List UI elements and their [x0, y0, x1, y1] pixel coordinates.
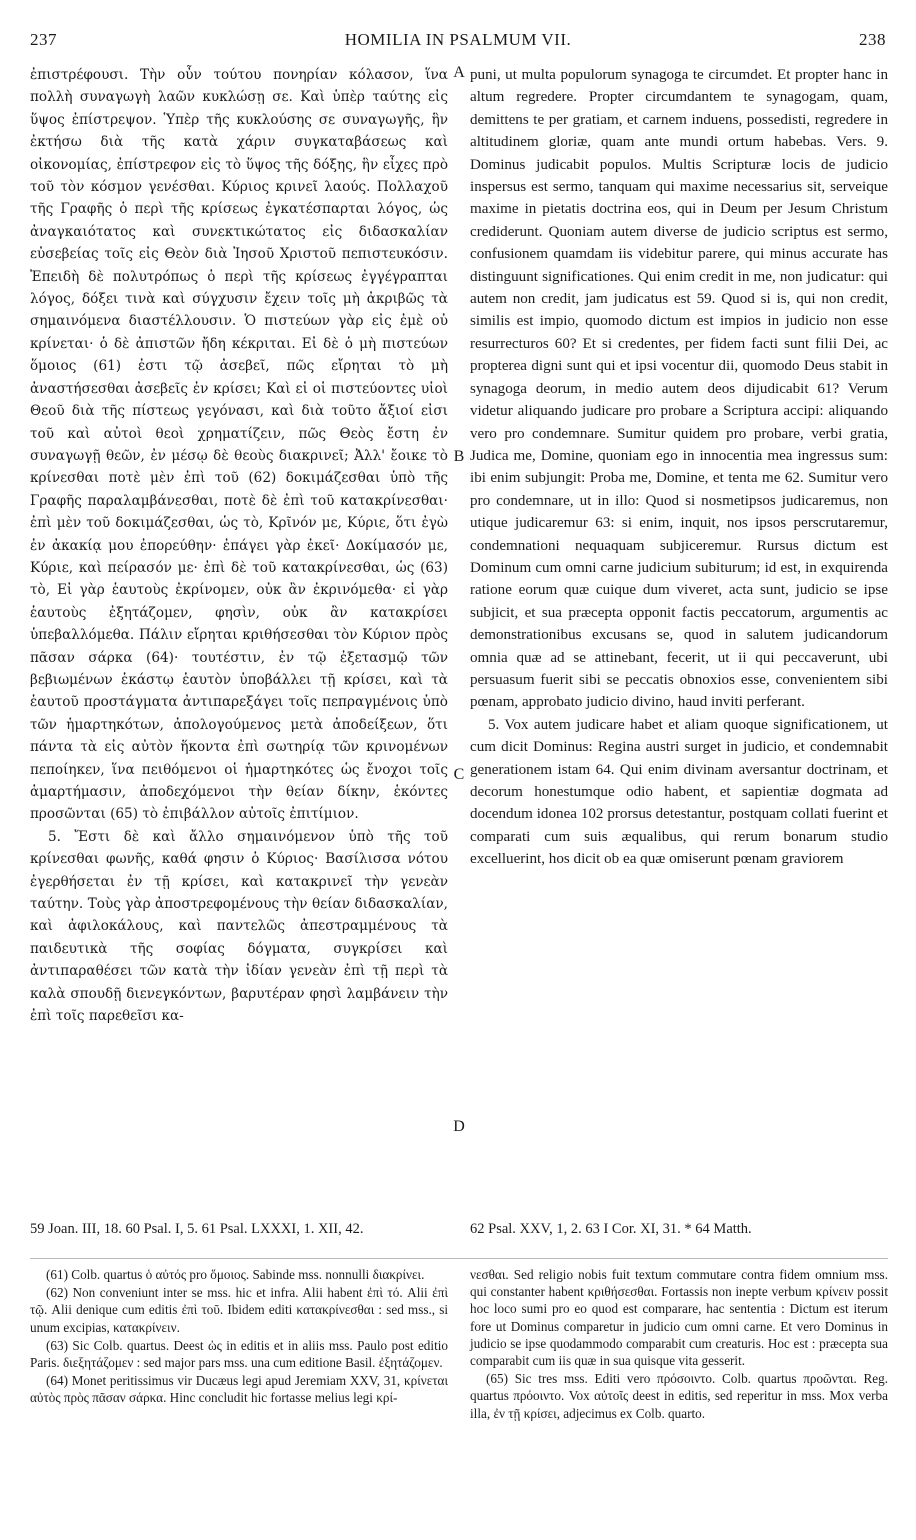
margin-letter-a: A: [453, 64, 465, 81]
footnotes-left: [30, 1266, 448, 1408]
footnote-65: (65) Sic tres mss. Editi vero πρόσοιντο. Colb. quartus προῶνται. Reg. quartus πρόοιντο. Vox αὐτοῖς deest in editis, sed reperitur in mss. Mox verba illa, ἐν τῇ κρίσει, adjecimus ex Colb. quarto.: [470, 1371, 888, 1421]
margin-letter-b: B: [453, 448, 465, 465]
footnote-62: (62) Non conveniunt inter se mss. hic et infra. Alii habent ἐπὶ τό. Alii ἐπὶ τῷ. Alii denique cum editis ἐπὶ τοῦ. Ibidem editi κατακρίνεσθαι : sed mss., si unum excipias, κατακρίνειν.: [30, 1285, 448, 1335]
latin-paragraph-1: puni, ut multa populorum synagoga te circumdet. Et propter hanc in altum regredere. Propter circumdantem te synagogam, quam, demittens te per gratiam, et carnem induens, possedisti, regredere in altitudinem gloriæ, quam ante mundi ortum habebas. Vers. 9. Dominus judicabit populos. Multis Scripturæ locis de judicio inspersus est sermo, tanquam qui maxime necessarius sit, serveique maxime in pietatis doctrina eos, qui in Deum per Jesum Christum crediderunt. Quoniam autem diverse de judicio scriptus est sermo, confusionem quamdam iis videbitur parere, qui minus accurate has distinguunt significationes. Qui enim credit in me, non judicatur: qui autem non credit, jam judicatus est 59. Quod si is, qui non credit, similis est impio, quomodo dictum est impios in judicio non esse resurrecturos 60? Et si credentes, per fidem facti sunt filii Dei, ac propterea digni sunt qui et ipsi vocentur dii, quomodo Deus stabit in synagoga deorum, in medio autem deos dijudicabit 61? Verum videtur aliquando judicare pro probare a Scriptura accipi: aliquando vero pro condemnare. Sumitur quidem pro probare, verbi gratia, Judica me, Domine, quoniam ego in innocentia mea ingressus sum: ibi enim subjungit: Proba me, Domine, et tenta me 62. Sumitur vero pro condemnare, ut in illo: Quod si nosmetipsos judicaremus, non utique judicaremur 63: si enim, inquit, nos ipsos perscrutaremur, condemnationi nequaquam subjiceremur. Rursus dictum est Dominum cum omni carne judicium subiturum; id est, in exquirenda ratione eorum quæ cuique dum viveret, acta sunt, judicio se ipse subjicit, et sua præcepta opponit factis peccatorum, argumentis ac demonstrationibus excusans se, quod in salutem judicandorum omnia quæ ad se attinebant, fecerit, ut ii qui peccaverunt, ubi persuasum fuerit sibi se peccatis obnoxios esse, convenientem sibi pœnam, approbato judicio divino, haud inviti perferant.: [470, 67, 888, 711]
margin-letter-d: D: [453, 1118, 465, 1135]
footnote-61: (61) Colb. quartus ὁ αὐτός pro ὅμοιος. Sabinde mss. nonnulli διακρίνει.: [46, 1267, 425, 1282]
page-number-left: 237: [30, 30, 57, 49]
footnote-64-continued: νεσθαι. Sed religio nobis fuit textum commutare contra fidem omnium mss. qui constanter habent κριθήσεσθαι. Fortassis non inepte verbum κρίνειν possit hoc loco sumi pro eo quod est comparare, hac sententia : Dictum est iterum fore ut Dominus comparetur in judicio cum omni carne. Et vero Dominus in judicio se ipse quodammodo comparabit cum creaturis. Hoc est : præcepta sua comparabit cum iis quæ in sua quisque vita gesserit.: [470, 1267, 888, 1369]
margin-letter-c: C: [453, 766, 465, 783]
page-number-right: 238: [859, 30, 886, 49]
latin-paragraph-2: 5. Vox autem judicare habet et aliam quoque significationem, ut cum dicit Dominus: Regina austri surget in judicio, et condemnabit generationem istam 64. Qui enim divinam aversantur doctrinam, et decorum honestumque odio habent, et sapientiæ dogmata ad docendum idonea 102 prorsus detestantur, postquam collati fuerint et comparati cum suis æqualibus, qui rerum bonarum studio excelluerint, hos dicit ob ea quæ omiserunt pœnam graviorem: [470, 716, 888, 868]
latin-text-column: [470, 64, 888, 871]
footnote-divider: [30, 1258, 888, 1259]
greek-text-column: [30, 64, 448, 1027]
greek-paragraph-1: ἐπιστρέφουσι. Τὴν οὖν τούτου πονηρίαν κόλασον, ἵνα πολλὴ συναγωγὴ λαῶν κυκλώσῃ σε. Καὶ ὑπὲρ ταύτης εἰς ὕψος ἐπίστρεψον. Ὑπὲρ τῆς κυκλούσης σε συναγωγῆς, ἣν ἐκτήσω διὰ τῆς κατὰ χάριν συγκαταβάσεως καὶ οἰκονομίας, ἐπίστρεφον εἰς τὸ ὕψος τῆς δόξης, ἣν εἶχες πρὸ τοῦ τὸν κόσμον γενέσθαι. Κύριος κρινεῖ λαούς. Πολλαχοῦ τῆς Γραφῆς ὁ περὶ τῆς κρίσεως ἐγκατέσπαρται λόγος, ὡς ἀναγκαιότατος καὶ συνεκτικώτατος εἰς διδασκαλίαν εὐσεβείας τοῖς εἰς Θεὸν διὰ Ἰησοῦ Χριστοῦ πεπιστευκόσιν. Ἐπειδὴ δὲ πολυτρόπως ὁ περὶ τῆς κρίσεως ἐγγέγραπται λόγος, δόξει τινὰ καὶ σύγχυσιν ἔχειν τοῖς μὴ ἀκριβῶς τὰ σημαινόμενα διαστέλλουσιν. Ὁ πιστεύων γὰρ εἰς ἐμὲ οὐ κρίνεται· ὁ δὲ ἀπιστῶν ἤδη κέκριται. Εἰ δὲ ὁ μὴ πιστεύων ὅμοιος (61) ἐστι τῷ ἀσεβεῖ, πῶς εἴρηται τὸ μὴ ἀναστήσεσθαι ἀσεβεῖς ἐν κρίσει; Καὶ εἰ οἱ πιστεύοντες υἱοὶ Θεοῦ διὰ τῆς πίστεως γεγόνασι, καὶ διὰ τοῦτο ἄξιοί εἰσι τοῦ καὶ αὐτοὶ θεοὶ χρηματίζειν, πῶς Θεὸς ἔστη ἐν συναγωγῇ θεῶν, ἐν μέσῳ δὲ θεοὺς διακρινεῖ; Ἀλλ' ἔοικε τὸ κρίνεσθαι ποτὲ μὲν ἐπὶ τοῦ (62) δοκιμάζεσθαι ὑπὸ τῆς Γραφῆς παραλαμβάνεσθαι, ποτὲ δὲ ἐπὶ τοῦ κατακρίνεσθαι· ἐπὶ μὲν τοῦ δοκιμάζεσθαι, ὡς τὸ, Κρῖνόν με, Κύριε, ὅτι ἐγὼ ἐν ἀκακίᾳ μου ἐπορεύθην· ἐπάγει γὰρ ἐκεῖ· Δοκίμασόν με, Κύριε, καὶ πείρασόν με· ἐπὶ δὲ τοῦ κατακρίνεσθαι, ὡς (63) τὸ, Εἰ γὰρ ἑαυτοὺς ἐκρίνομεν, οὐκ ἂν ἐκρινόμεθα· εἰ γὰρ ἑαυτοὺς ἐξητάζομεν, φησὶν, οὐκ ἂν κατακρίσει ὑπεβαλλόμεθα. Πάλιν εἴρηται κριθήσεσθαι τὸν Κύριον πρὸς πᾶσαν σάρκα (64)· τουτέστιν, ἐν τῷ ἐξετασμῷ τῶν βεβιωμένων ἑκάστῳ ἑαυτὸν ὑποβάλλει τῇ κρίσει, καὶ τὰ ἑαυτοῦ προστάγματα ἀντιπαρεξάγει τοῖς πεπραγμένοις ὑπὸ τῶν ἡμαρτηκότων, ἀπολογούμενος μετὰ ἀποδείξεων, ὅτι πάντα τὰ εἰς αὐτὸν ἥκοντα ἐπὶ σωτηρίᾳ τῶν κρινομένων πεποίηκεν, ἵνα πειθόμενοι οἱ ἡμαρτηκότες ὡς ἔνοχοι τοῖς ἁμαρτήμασιν, ἀποδεχόμενοι τὴν θείαν δίκην, ἑκόντες προσῶνται (65) τὸ ἐπιβάλλον αὐτοῖς ἐπιτίμιον.: [30, 67, 448, 823]
footnote-63: (63) Sic Colb. quartus. Deest ὡς in editis et in aliis mss. Paulo post editio Paris. διεξητάζομεν : sed major pars mss. una cum editione Basil. ἐξητάζομεν.: [30, 1337, 448, 1371]
running-header: [30, 30, 886, 60]
scripture-references-left: 59 Joan. III, 18. 60 Psal. I, 5. 61 Psal. LXXXI, 1. XII, 42.: [30, 1221, 364, 1237]
scripture-references-right: 62 Psal. XXV, 1, 2. 63 I Cor. XI, 31. * 64 Matth.: [470, 1221, 752, 1237]
greek-paragraph-2: 5. Ἔστι δὲ καὶ ἄλλο σημαινόμενον ὑπὸ τῆς τοῦ κρίνεσθαι φωνῆς, καθά φησιν ὁ Κύριος· Βασίλισσα νότου ἐγερθήσεται ἐν τῇ κρίσει, καὶ κατακρινεῖ τὴν γενεὰν ταύτην. Τοὺς γὰρ ἀποστρεφομένους τὴν θείαν διδασκαλίαν, καὶ ἀφιλοκάλους, καὶ παντελῶς ἀπεστραμμένους τὰ παιδευτικὰ τῆς σοφίας δόγματα, συγκρίσει καὶ ἀντιπαραθέσει τῶν κατὰ τὴν ἰδίαν γενεὰν ἐπὶ τῇ περὶ τὰ καλὰ σπουδῇ διενεγκόντων, βαρυτέραν φησὶ λαμβάνειν τὴν ἐπὶ τοῖς παρεθεῖσι κα-: [30, 828, 448, 1025]
footnotes-right: [470, 1266, 888, 1423]
running-title: HOMILIA IN PSALMUM VII.: [344, 30, 572, 49]
footnote-64: (64) Monet peritissimus vir Ducæus legi apud Jeremiam XXV, 31, κρίνεται αὐτὸς πρὸς πᾶσαν σάρκα. Hinc concludit hic fortasse melius legi κρί-: [30, 1373, 448, 1406]
